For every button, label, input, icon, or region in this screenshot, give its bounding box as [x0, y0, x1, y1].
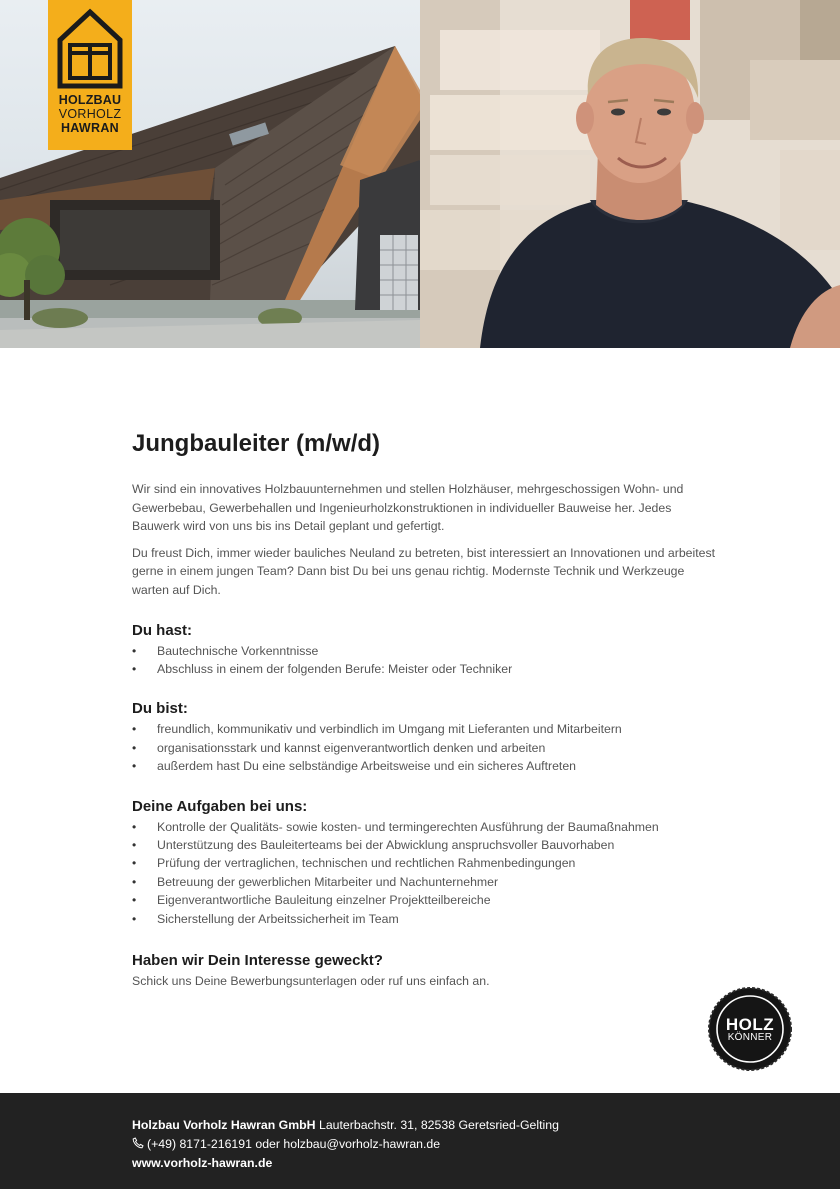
list-item: • Kontrolle der Qualitäts- sowie kosten- und termingerechten Ausführung der Baumaßnahmen	[132, 818, 722, 836]
logo-line-hawran: HAWRAN	[60, 121, 120, 135]
house-logo-icon	[48, 0, 132, 92]
list-item: • Prüfung der vertraglichen, technischen und rechtlichen Rahmenbedingungen	[132, 854, 722, 872]
section-aufgaben	[132, 798, 722, 928]
list-item: • Unterstützung des Bauleiterteams bei der Abwicklung anspruchsvoller Bauvorhaben	[132, 836, 722, 854]
section-du-hast	[132, 622, 722, 679]
traits-list	[132, 720, 722, 775]
list-item: • Bautechnische Vorkenntnisse	[132, 642, 722, 660]
intro-paragraph-1: Wir sind ein innovatives Holzbauunternehmen und stellen Holzhäuser, mehrgeschossigen Wohn- und Gewerbebau, Gewerbehallen und Ingenieurholzkonstruktionen in individueller Bauweise her. Jedes Bauwerk wird von uns bis ins Detail geplant und gefertigt.	[132, 482, 684, 534]
hero-banner	[0, 0, 840, 348]
phone-icon	[132, 1137, 144, 1149]
employee-photo	[420, 0, 840, 348]
section-du-bist	[132, 700, 722, 775]
footer-address: Lauterbachstr. 31, 82538 Geretsried-Gelting	[318, 1118, 559, 1132]
footer	[0, 1093, 840, 1189]
tasks-list	[132, 818, 722, 928]
worker-portrait-illustration	[420, 0, 840, 348]
badge-koenner: KÖNNER	[727, 1032, 773, 1043]
section-title-du-bist: Du bist:	[132, 700, 188, 718]
logo-wordmark	[48, 93, 132, 135]
footer-contact	[132, 1116, 559, 1173]
requirements-list	[132, 642, 722, 679]
badge-holz: HOLZ	[725, 1015, 775, 1034]
list-item: • freundlich, kommunikativ und verbindlich im Umgang mit Lieferanten und Mitarbeitern	[132, 720, 722, 738]
list-item: • organisationsstark und kannst eigenverantwortlich denken und arbeiten	[132, 739, 722, 757]
job-posting	[132, 428, 722, 990]
section-interesse	[132, 952, 722, 990]
badge-text	[707, 986, 793, 1072]
list-item: • außerdem hast Du eine selbständige Arbeitsweise und ein sicheres Auftreten	[132, 757, 722, 775]
company-logo	[48, 0, 132, 150]
footer-phone-email[interactable]: (+49) 8171-216191 oder holzbau@vorholz-hawran.de	[147, 1137, 441, 1151]
section-title-interesse: Haben wir Dein Interesse geweckt?	[132, 952, 383, 970]
building-photo	[0, 0, 420, 348]
section-title-du-hast: Du hast:	[132, 621, 192, 639]
section-title-aufgaben: Deine Aufgaben bei uns:	[132, 797, 308, 815]
intro-paragraph-2: Du freust Dich, immer wieder bauliches Neuland zu betreten, bist interessiert an Innovationen und arbeitest gerne in einem jungen Team? Dann bist Du bei uns genau richtig. Modernste Technik und Werkzeuge warten auf Dich.	[132, 545, 716, 597]
footer-company-line	[132, 1116, 559, 1135]
logo-line-vorholz: VORHOLZ	[58, 107, 122, 121]
list-item: • Sicherstellung der Arbeitssicherheit im Team	[132, 910, 722, 928]
holzkoenner-badge	[707, 986, 793, 1072]
list-item: • Betreuung der gewerblichen Mitarbeiter und Nachunternehmer	[132, 873, 722, 891]
closing-text: Schick uns Deine Bewerbungsunterlagen oder ruf uns einfach an.	[132, 974, 490, 989]
footer-phone-line	[132, 1135, 559, 1154]
footer-company-name: Holzbau Vorholz Hawran GmbH	[132, 1118, 316, 1132]
list-item: • Eigenverantwortliche Bauleitung einzelner Projektteilbereiche	[132, 891, 722, 909]
logo-line-holzbau: HOLZBAU	[58, 93, 122, 107]
page-title: Jungbauleiter (m/w/d)	[132, 430, 381, 457]
list-item: • Abschluss in einem der folgenden Berufe: Meister oder Techniker	[132, 660, 722, 678]
footer-website[interactable]: www.vorholz-hawran.de	[132, 1156, 273, 1170]
